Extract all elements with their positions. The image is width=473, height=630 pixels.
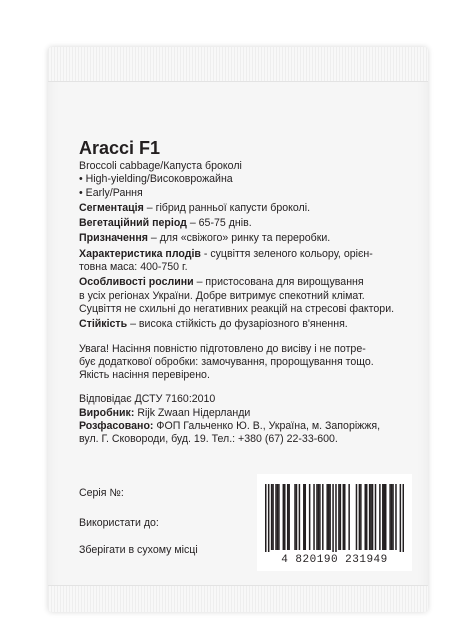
use-by-label: Використати до: xyxy=(79,517,159,529)
barcode-bar xyxy=(288,484,290,550)
producer-text: Rijk Zwaan Нідерланди xyxy=(134,406,251,419)
barcode-bar xyxy=(329,484,331,550)
barcode-bar xyxy=(284,484,286,550)
segmentation-label: Сегментація xyxy=(79,201,144,214)
barcode-bar xyxy=(372,484,374,550)
segmentation-text: – гібрид ранньої капусти броколі. xyxy=(143,201,311,214)
subtitle-line: • Early/Рання xyxy=(79,186,143,199)
barcode-bar xyxy=(277,484,279,550)
barcode-bar xyxy=(382,484,384,550)
barcode-bar xyxy=(294,484,296,550)
barcode-bar xyxy=(366,484,368,550)
packer-text-line2: вул. Г. Сковороди, буд. 19. Тел.: +380 (67) 22-33-600. xyxy=(79,433,338,446)
features-text-line2: в усіх регіонах України. Добре витримує спекотний клімат. xyxy=(79,289,365,302)
barcode-bar xyxy=(344,484,346,550)
barcode-bars xyxy=(265,484,404,552)
barcode-bar xyxy=(369,484,371,550)
subtitle-line: Broccoli cabbage/Капуста броколі xyxy=(79,160,242,172)
resistance-text: – висока стійкість до фузаріозного в'янення. xyxy=(127,318,348,331)
fruit-text: - суцвіття зеленого кольору, орієн- xyxy=(200,247,373,260)
barcode-bar xyxy=(268,484,270,552)
series-label: Серія №: xyxy=(79,487,124,499)
barcode xyxy=(257,474,412,571)
barcode-bar xyxy=(359,484,361,550)
notice-line: Увага! Насіння повністю підготовлено до висіву і не потре- xyxy=(79,342,366,355)
barcode-bar xyxy=(391,484,393,550)
barcode-bar xyxy=(316,484,318,550)
barcode-bar xyxy=(375,484,377,550)
packet-bottom-seal xyxy=(48,585,428,612)
barcode-bar xyxy=(299,484,301,550)
barcode-bar xyxy=(343,484,345,550)
barcode-bar xyxy=(395,484,397,550)
barcode-bar xyxy=(379,484,381,550)
features-text: – пристосована для вирощування xyxy=(193,276,364,289)
barcode-bar xyxy=(275,484,277,550)
barcode-bar xyxy=(272,484,274,550)
barcode-bar xyxy=(305,484,307,550)
barcode-bar xyxy=(392,484,394,550)
producer-label: Виробник: xyxy=(79,406,135,419)
barcode-bar xyxy=(385,484,387,550)
barcode-bar xyxy=(335,484,337,552)
barcode-bar xyxy=(326,484,328,550)
barcode-bar xyxy=(389,484,391,550)
barcode-bar xyxy=(296,484,298,550)
features-text-line3: Суцвіття не схильні до негативних реакцій на стресові фактори. xyxy=(79,302,395,315)
storage-label: Зберігати в сухому місці xyxy=(79,544,198,556)
barcode-bar xyxy=(271,484,273,550)
barcode-bar xyxy=(303,484,305,550)
barcode-bar xyxy=(400,484,402,552)
producer-row xyxy=(79,407,407,420)
barcode-bar xyxy=(360,484,362,550)
fruit-label: Характеристика плодів xyxy=(79,247,201,260)
barcode-bar xyxy=(403,484,404,552)
notice-line: Якість насіння перевірено. xyxy=(79,369,210,382)
barcode-bar xyxy=(328,484,330,550)
subtitle-line: • High-yielding/Високоврожайна xyxy=(79,173,233,186)
packet-top-seal xyxy=(48,47,428,82)
barcode-bar xyxy=(278,484,280,550)
purpose-text: – для «свіжого» ринку та переробки. xyxy=(147,232,331,245)
features-label: Особливості рослини xyxy=(79,276,194,289)
barcode-bar xyxy=(384,484,386,550)
notice-line: бує додаткової обробки: замочування, пророщування тощо. xyxy=(79,355,374,368)
vegetation-row xyxy=(79,217,407,230)
segmentation-row xyxy=(79,202,407,215)
barcode-bar xyxy=(319,484,321,550)
purpose-label: Призначення xyxy=(79,232,148,245)
barcode-bar xyxy=(322,484,324,550)
barcode-bar xyxy=(364,484,366,550)
barcode-bar xyxy=(287,484,289,550)
features-row xyxy=(79,276,407,289)
packer-text: ФОП Гальченко Ю. В., Україна, м. Запоріжжя, xyxy=(153,420,381,433)
barcode-bar xyxy=(313,484,315,550)
seed-packet xyxy=(48,47,428,612)
product-title: Aracci F1 xyxy=(79,138,161,158)
packet-text xyxy=(79,137,407,447)
barcode-bar xyxy=(318,484,320,550)
standard-line: Відповідає ДСТУ 7160:2010 xyxy=(79,393,216,406)
barcode-bar xyxy=(356,484,358,550)
barcode-bar xyxy=(309,484,311,550)
barcode-number: 4 820190 231949 xyxy=(281,554,388,566)
purpose-row xyxy=(79,232,407,245)
barcode-bar xyxy=(340,484,342,550)
fruit-row xyxy=(79,248,407,261)
barcode-bar xyxy=(332,484,334,552)
packer-label: Розфасовано: xyxy=(79,420,154,433)
barcode-bar xyxy=(348,484,350,550)
barcode-bar xyxy=(265,484,267,552)
vegetation-text: – 65-75 днів. xyxy=(186,217,252,230)
barcode-bar xyxy=(338,484,340,550)
barcode-bar xyxy=(283,484,285,550)
vegetation-label: Вегетаційний період xyxy=(79,217,187,230)
packer-row xyxy=(79,420,407,433)
resistance-label: Стійкість xyxy=(79,318,128,331)
barcode-bar xyxy=(370,484,372,550)
fruit-text-line2: товна маса: 400-750 г. xyxy=(79,261,188,274)
resistance-row xyxy=(79,318,407,331)
